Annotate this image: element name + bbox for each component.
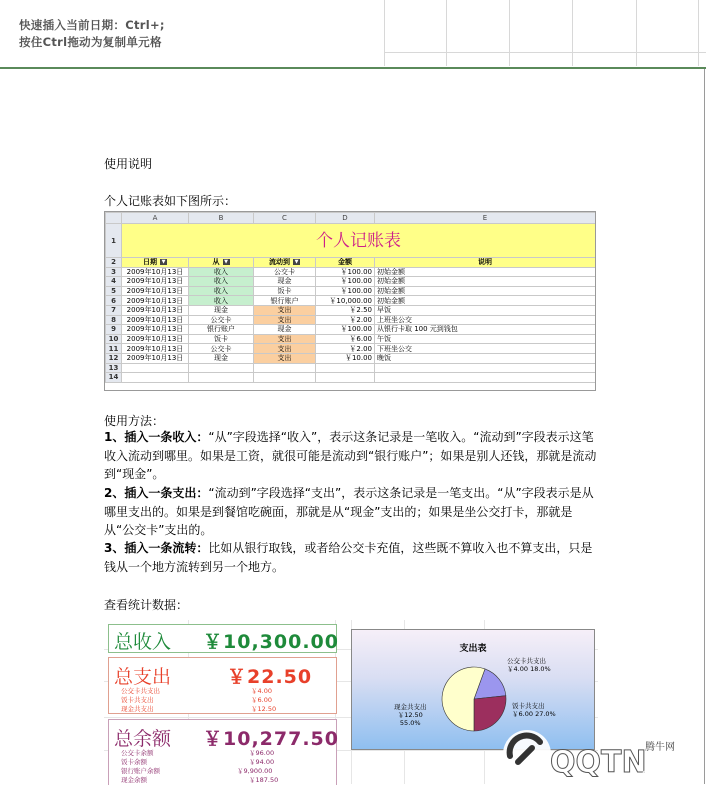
watermark-site-cn: 腾牛网: [645, 742, 675, 753]
total-income-value: ￥10,300.00: [203, 631, 339, 653]
table-row: 13: [106, 363, 596, 373]
page-edge: [704, 69, 705, 784]
row-number: 2: [106, 258, 122, 268]
tip-line-1: 快速插入当前日期：Ctrl+;: [19, 18, 165, 32]
table-row: 5 2009年10月13日 收入 饭卡 ￥100.00 初始金额: [106, 286, 596, 296]
expense-item-value: ￥6.00: [251, 696, 272, 704]
filter-dropdown-icon: ▼: [161, 259, 166, 266]
watermark-site: QQTN.com: [642, 770, 691, 780]
total-income-box: [108, 624, 337, 653]
balance-item-value: ￥94.00: [249, 758, 275, 766]
total-expense-box: [108, 657, 337, 714]
usage-paragraph-3: 3、插入一条流转：比如从银行取钱，或者给公交卡充值，这些既不算收入也不算支出，只是钱从一个地方流转到另一个地方。: [104, 541, 593, 574]
table-row: 7 2009年10月13日 现金 支出 ￥2.50 早饭: [106, 305, 596, 315]
table-row: 11 2009年10月13日 公交卡 支出 ￥2.00 下班坐公交: [106, 344, 596, 354]
field-header-from: 从 ▼: [189, 258, 254, 268]
expense-item-value: ￥12.50: [251, 705, 277, 713]
column-header-row: [106, 213, 596, 224]
field-header-amount: 金额: [316, 258, 375, 268]
balance-item-label: 公交卡余额: [121, 749, 154, 757]
field-header-note: 说明: [375, 258, 596, 268]
total-expense-label: 总支出: [114, 666, 172, 688]
col-letter: A: [122, 213, 189, 224]
total-balance-value: ￥10,277.50: [203, 728, 339, 750]
sheet-title: 个人记账表: [122, 224, 596, 258]
tip-line-2: 按住Ctrl拖动为复制单元格: [19, 35, 162, 49]
filter-dropdown-icon: ▼: [294, 259, 299, 266]
balance-item-label: 银行账户余额: [121, 767, 160, 775]
total-income-label: 总收入: [114, 631, 172, 653]
field-header-row: [106, 258, 596, 268]
slice-label: 公交卡共支出 ￥4.00 18.0%: [507, 657, 551, 673]
spreadsheet-grid: [384, 0, 706, 66]
balance-item-value: ￥96.00: [249, 749, 275, 757]
table-row: 14: [106, 373, 596, 383]
svg-text:QQTN: QQTN: [550, 745, 647, 780]
field-header-to: 流动到 ▼: [254, 258, 316, 268]
usage-title: 使用方法：: [104, 414, 165, 428]
field-header-date: 日期 ▼: [122, 258, 189, 268]
expense-item-value: ￥4.00: [251, 687, 272, 695]
total-expense-value: ￥22.50: [227, 666, 313, 688]
col-letter: C: [254, 213, 316, 224]
filter-dropdown-icon: ▼: [224, 259, 228, 266]
qqtn-watermark-logo: [496, 720, 706, 784]
slice-label: 现金共支出 ￥12.50 55.0%: [394, 703, 427, 727]
table-row: 6 2009年10月13日 收入 银行账户 ￥10,000.00 初始金额: [106, 296, 596, 306]
balance-item-value: ￥9,900.00: [237, 767, 273, 775]
stats-title: 查看统计数据：: [104, 598, 189, 612]
table-row: 10 2009年10月13日 饭卡 支出 ￥6.00 午饭: [106, 334, 596, 344]
slice-label: 饭卡共支出 ￥6.00 27.0%: [512, 702, 556, 718]
row-number: 1: [106, 224, 122, 258]
col-letter: B: [189, 213, 254, 224]
col-letter: D: [316, 213, 375, 224]
table-row: 9 2009年10月13日 银行账户 现金 ￥100.00 从银行卡取 100 元到钱包: [106, 325, 596, 335]
total-balance-box: [108, 719, 337, 785]
expense-item-label: 公交卡共支出: [121, 687, 160, 695]
doc-heading: 使用说明: [104, 157, 153, 171]
doc-intro: 个人记账表如下图所示：: [104, 194, 237, 208]
shortcut-tip: [0, 0, 384, 66]
expense-item-label: 饭卡共支出: [121, 696, 154, 704]
table-row: 4 2009年10月13日 收入 现金 ￥100.00 初始金额: [106, 277, 596, 287]
col-letter: E: [375, 213, 596, 224]
expense-item-label: 现金共支出: [121, 705, 154, 713]
usage-paragraph-2: 2、插入一条支出：“流动到”字段选择“支出”，表示这条记录是一笔支出。“从”字段表示是从哪里支出的。如果是到餐馆吃碗面，那就是从“现金”支出的；如果是坐公交打卡，那就是从“公交卡”支出的。: [104, 486, 594, 537]
table-row: 3 2009年10月13日 收入 公交卡 ￥100.00 初始金额: [106, 267, 596, 277]
ledger-sheet-image: [104, 211, 596, 391]
balance-item-label: 现金余额: [121, 776, 147, 784]
table-row: 8 2009年10月13日 公交卡 支出 ￥2.00 上班坐公交: [106, 315, 596, 325]
usage-paragraph-1: 1、插入一条收入：“从”字段选择“收入”，表示这条记录是一笔收入。“流动到”字段表示这笔收入流动到哪里。如果是工资，就很可能是流动到“银行账户”；如果是别人还钱，那就是流动到“现金”。: [104, 430, 597, 481]
page-break-line: [0, 67, 706, 69]
chart-title: 支出表: [459, 644, 487, 654]
balance-item-value: ￥187.50: [249, 776, 279, 784]
balance-item-label: 饭卡余额: [121, 758, 147, 766]
table-row: 12 2009年10月13日 现金 支出 ￥10.00 晚饭: [106, 353, 596, 363]
total-balance-label: 总余额: [114, 728, 172, 750]
